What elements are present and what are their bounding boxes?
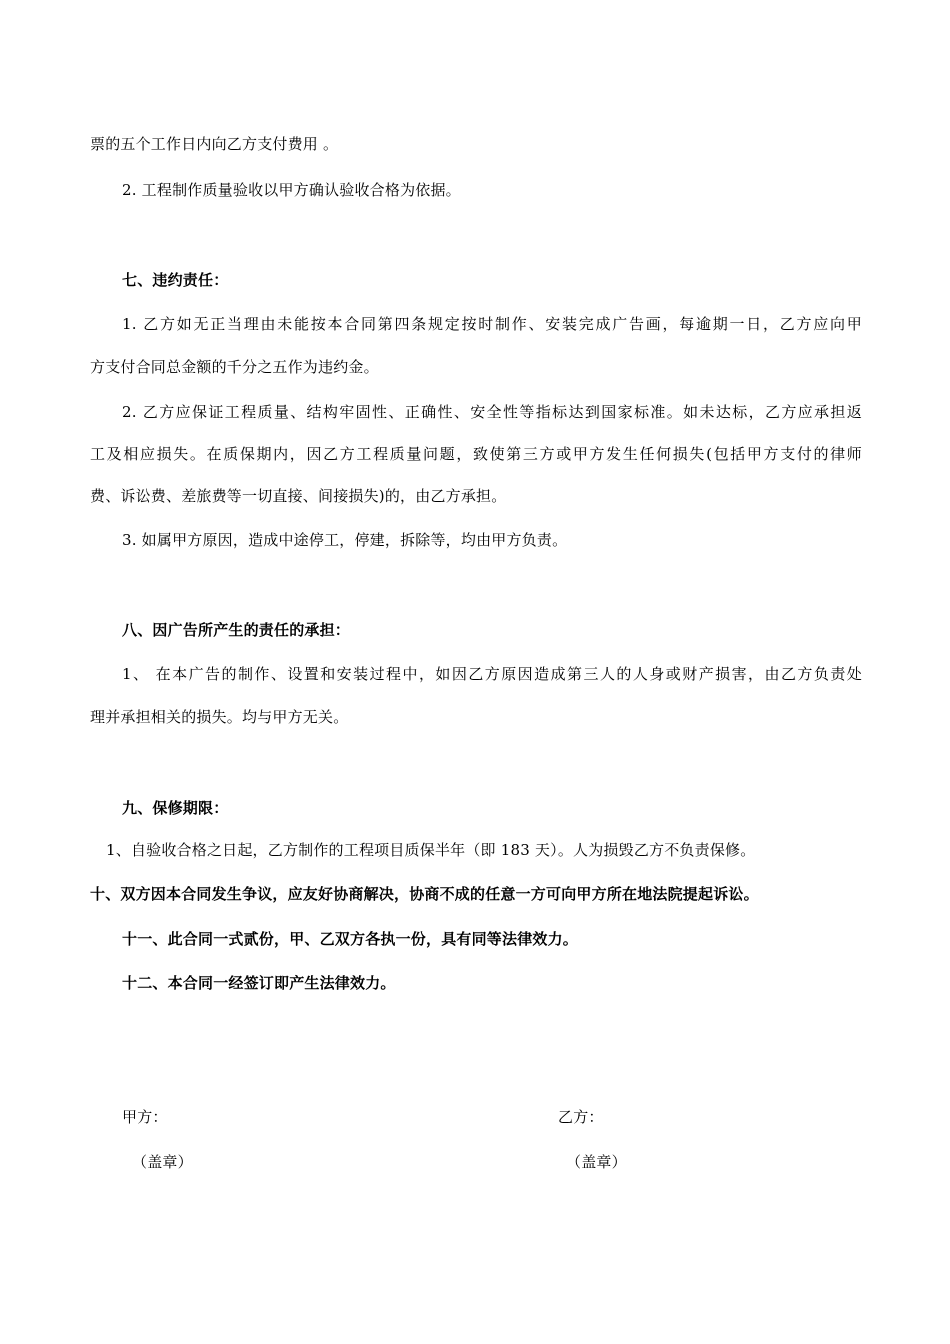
section-heading-warranty: 九、保修期限： bbox=[122, 799, 229, 817]
paragraph-line: 费、诉讼费、差旅费等一切直接、间接损失)的，由乙方承担。 bbox=[90, 487, 507, 505]
paragraph-line: 工及相应损失。在质保期内，因乙方工程质量问题，致使第三方或甲方发生任何损失(包括甲方支付的律师 bbox=[90, 445, 862, 463]
paragraph-line: 2. 工程制作质量验收以甲方确认验收合格为依据。 bbox=[122, 181, 461, 199]
section-heading-breach: 七、违约责任： bbox=[122, 271, 229, 289]
clause-effectiveness: 十二、本合同一经签订即产生法律效力。 bbox=[122, 974, 396, 992]
paragraph-line: 方支付合同总金额的千分之五作为违约金。 bbox=[90, 358, 379, 376]
paragraph-line: 1. 乙方如无正当理由未能按本合同第四条规定按时制作、安装完成广告画，每逾期一日，乙方应向甲 bbox=[122, 315, 862, 333]
party-b-seal: （盖章） bbox=[566, 1153, 627, 1171]
clause-dispute-resolution: 十、双方因本合同发生争议，应友好协商解决，协商不成的任意一方可向甲方所在地法院提起诉讼。 bbox=[90, 885, 759, 903]
paragraph-line: 1、自验收合格之日起，乙方制作的工程项目质保半年（即 183 天）。人为损毁乙方不负责保修。 bbox=[106, 841, 756, 859]
clause-copies: 十一、此合同一式贰份，甲、乙双方各执一份，具有同等法律效力。 bbox=[122, 930, 579, 948]
section-heading-advertising-liability: 八、因广告所产生的责任的承担： bbox=[122, 621, 351, 639]
paragraph-line: 票的五个工作日内向乙方支付费用 。 bbox=[90, 135, 339, 153]
paragraph-line: 3. 如属甲方原因，造成中途停工，停建，拆除等，均由甲方负责。 bbox=[122, 531, 568, 549]
party-a-seal: （盖章） bbox=[132, 1153, 193, 1171]
paragraph-line: 理并承担相关的损失。均与甲方无关。 bbox=[90, 708, 349, 726]
paragraph-line: 1、 在本广告的制作、设置和安装过程中，如因乙方原因造成第三人的人身或财产损害，由乙方负责处 bbox=[122, 665, 862, 683]
paragraph-line: 2. 乙方应保证工程质量、结构牢固性、正确性、安全性等指标达到国家标准。如未达标，乙方应承担返 bbox=[122, 403, 862, 421]
party-b-label: 乙方： bbox=[558, 1108, 604, 1126]
party-a-label: 甲方： bbox=[122, 1108, 168, 1126]
